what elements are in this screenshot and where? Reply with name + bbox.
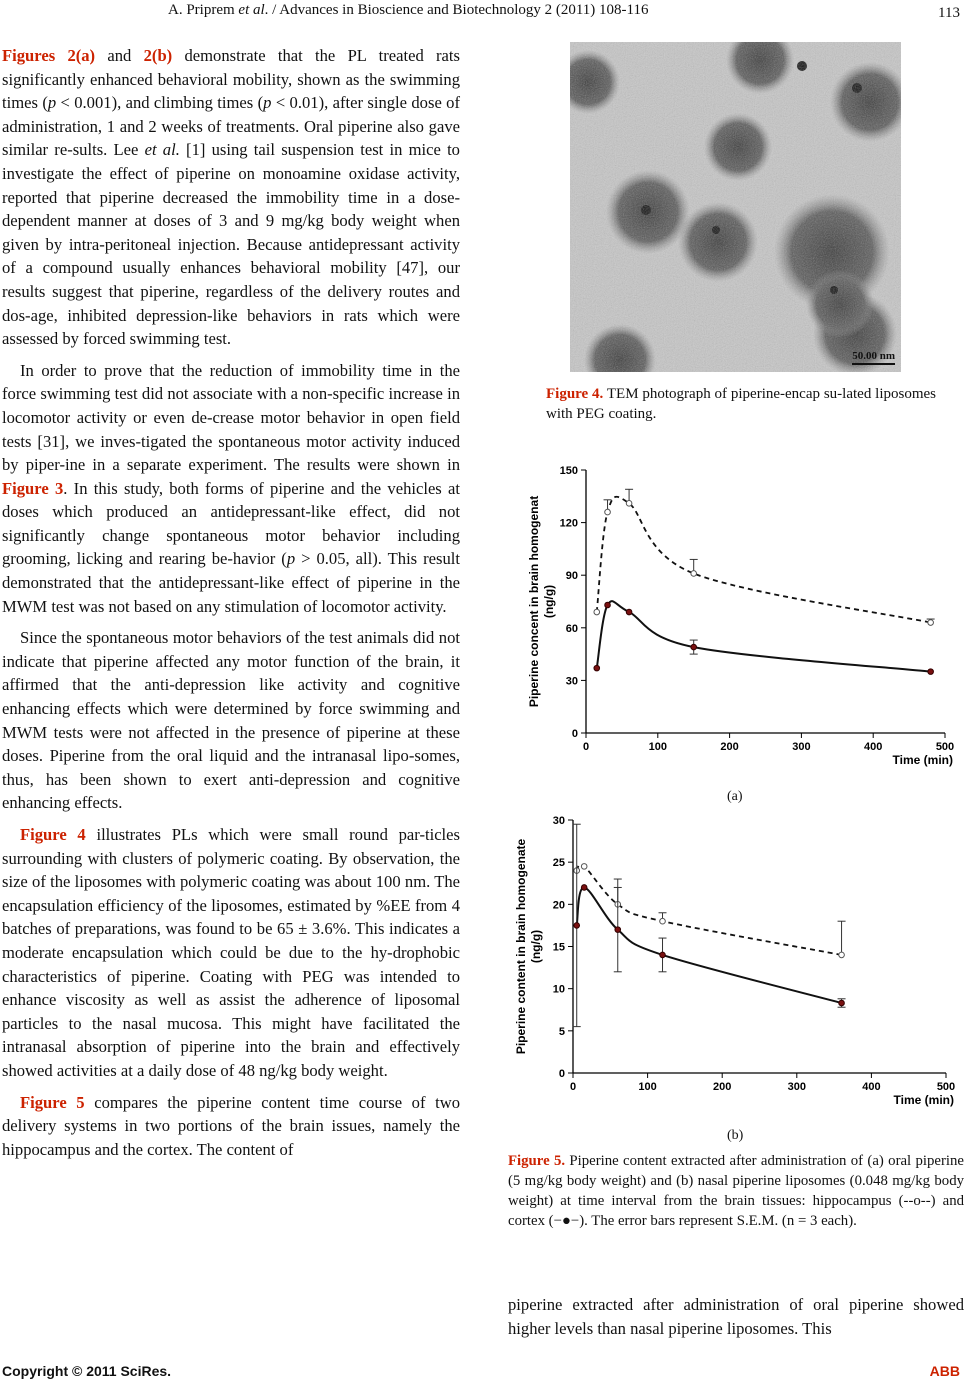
tem-photograph bbox=[570, 42, 901, 372]
y-tick-label: 120 bbox=[559, 517, 578, 530]
tem-image bbox=[570, 42, 901, 372]
figure5a-panel-label: (a) bbox=[727, 789, 743, 804]
x-tick-label: 300 bbox=[792, 741, 811, 753]
paragraph bbox=[2, 823, 460, 1083]
italic-text: p bbox=[263, 93, 272, 113]
text-run: Since the spontaneous motor behaviors of the test animals did not indicate that piperine affected any motor function of the brain, it affirmed that the anti-depression like activity and cognitive enhancing effects which were determined by force swimming and MWM tests were not affected in the presence of piperine at these doses. Piperine from the oral liquid and the intranasal lipo-somes, thus, has been shown to exert anti-depression and cognitive enhancing effects. bbox=[2, 628, 460, 813]
italic-text: et al. bbox=[144, 140, 180, 160]
page-header bbox=[0, 2, 966, 26]
footer-journal: ABB bbox=[929, 1363, 960, 1379]
y-tick-label: 10 bbox=[552, 983, 565, 996]
cortex-data-point bbox=[691, 644, 697, 650]
text-run: In order to prove that the reduction of immobility time in the force swimming test did not associate with a non-specific increase in locomotor activity or even de-crease motor behavior in open field tests [31], we inves-tigated the spontaneous motor activity induced by piper-ine in a separate experiment. The results were shown in bbox=[2, 360, 460, 475]
scale-bar-label: 50.00 nm bbox=[852, 350, 895, 362]
paragraph bbox=[2, 1091, 460, 1162]
figure5-caption: Figure 5. Piperine content extracted after administration of (a) oral piperine (5 mg/kg body weight) and (b) nasal piperine liposomes (0.048 mg/kg body weight) at time interval from the brain tissues: hippocampus (--o--) and cortex (−●−). The error bars represent S.E.M. (n = 3 each). bbox=[508, 1153, 964, 1229]
text-run: . In this study, both forms of piperine and the vehicles at doses which produced an antidepressant-like effect, did not significantly change spontaneous motor behavior including grooming, licking and rearing be-havior ( bbox=[2, 478, 460, 569]
text-run: demonstrate that the PL treated rats significantly enhanced behavioral mobility, shown as the swimming times ( bbox=[2, 46, 460, 113]
figure-reference[interactable]: Figure 5 bbox=[20, 1092, 85, 1112]
hippocampus-data-point bbox=[660, 918, 666, 924]
y-axis-title: Piperine concent in brain homogenat bbox=[527, 495, 541, 708]
italic-text: p bbox=[286, 549, 296, 569]
y-tick-label: 5 bbox=[558, 1025, 565, 1038]
hippocampus-data-point bbox=[928, 620, 934, 626]
text-run: > 0.05, all). This result demonstrated that the antidepressant-like effect of piperine in the MWM test was not based on any stimulation of locomotor activity. bbox=[2, 549, 460, 616]
paragraph bbox=[2, 626, 460, 815]
cortex-data-point bbox=[605, 602, 611, 608]
y-tick-label: 30 bbox=[565, 675, 578, 688]
cortex-data-point bbox=[660, 952, 666, 958]
x-tick-label: 100 bbox=[648, 741, 667, 753]
y-tick-label: 0 bbox=[571, 728, 578, 740]
x-tick-label: 500 bbox=[935, 741, 955, 753]
italic-text: p bbox=[47, 93, 57, 113]
y-tick-label: 0 bbox=[558, 1068, 565, 1080]
y-axis-title-unit: (ng/g) bbox=[529, 929, 543, 964]
footer-copyright: Copyright © 2011 SciRes. bbox=[2, 1363, 172, 1379]
x-tick-label: 500 bbox=[936, 1081, 956, 1093]
figure-reference[interactable]: Figure 3 bbox=[2, 478, 64, 498]
y-axis-title-unit: (ng/g) bbox=[542, 584, 556, 619]
hippocampus-series-line bbox=[597, 497, 931, 623]
hippocampus-data-point bbox=[626, 501, 632, 507]
hippocampus-data-point bbox=[691, 571, 697, 577]
figure5b-panel-label: (b) bbox=[727, 1128, 744, 1143]
hippocampus-data-point bbox=[839, 952, 845, 958]
cortex-data-point bbox=[928, 669, 934, 675]
page-number: 113 bbox=[938, 5, 960, 21]
running-head: A. Priprem et al. / Advances in Bioscience and Biotechnology 2 (2011) 108-116 bbox=[168, 2, 649, 18]
y-tick-label: 150 bbox=[559, 465, 578, 477]
text-run: illustrates PLs which were small round par-ticles surrounding with clusters of polymeric coating. By observation, the size of the liposomes with polymeric coating was about 100 nm. The encapsulation efficiency of the liposomes, estimated by %EE from 4 batches of preparations, was found to be 65 ± 3.6%. This indicates a moderate encapsulation which could be due to the hy-drophobic characteristics of piperine. Coating with PEG was intended to enhance viscosity as well as assist the adherence of liposomal particles to the nasal mucosa. This might have facilitated the intranasal absorption of piperine into the brain and effectively showed activities at a daily dose of 48 ng/kg body weight. bbox=[2, 825, 460, 1080]
figure-reference[interactable]: Figures 2(a) bbox=[2, 46, 96, 65]
hippocampus-data-point bbox=[605, 509, 611, 515]
text-run: < 0.001), and climbing times ( bbox=[56, 93, 264, 113]
hippocampus-series-line bbox=[577, 865, 842, 955]
x-axis-title: Time (min) bbox=[892, 753, 953, 767]
cortex-data-point bbox=[626, 609, 632, 615]
x-axis-title: Time (min) bbox=[893, 1093, 954, 1107]
x-tick-label: 0 bbox=[582, 741, 590, 753]
figure-reference[interactable]: 2(b) bbox=[143, 46, 173, 65]
figure5a-chart bbox=[508, 458, 964, 788]
y-tick-label: 15 bbox=[552, 941, 565, 954]
cortex-data-point bbox=[839, 1000, 845, 1006]
hippocampus-data-point bbox=[581, 864, 587, 870]
y-tick-label: 90 bbox=[565, 570, 578, 583]
y-axis-title: Piperine content in brain homogenate bbox=[514, 838, 528, 1055]
text-run: [1] using tail suspension test in mice to investigate the effect of piperine on monoamine oxidase activity, reported that piperine decreased the immobility time in a dose-dependent manner at doses of 3 and 9 mg/kg body weight when given by intra-peritoneal injection. Because antidepressant activity of a compound usually enhances behavioral mobility [47], our results suggest that piperine, regardless of the delivery routes and dos-age, inhibited depression-like behaviors in rats which were assessed by forced swimming test. bbox=[2, 140, 460, 349]
y-tick-label: 30 bbox=[552, 815, 565, 827]
cortex-data-point bbox=[574, 923, 580, 929]
right-column-body: piperine extracted after administration of oral piperine showed higher levels than nasal piperine liposomes. This bbox=[508, 1295, 964, 1338]
y-tick-label: 20 bbox=[552, 899, 565, 912]
left-column-body bbox=[2, 44, 460, 1169]
cortex-series-line bbox=[597, 601, 931, 672]
cortex-data-point bbox=[594, 665, 600, 671]
paragraph bbox=[2, 359, 460, 619]
x-tick-label: 0 bbox=[569, 1081, 577, 1093]
paragraph bbox=[2, 44, 460, 351]
y-tick-label: 60 bbox=[565, 622, 578, 635]
text-run: and bbox=[95, 46, 144, 65]
x-tick-label: 100 bbox=[638, 1081, 657, 1093]
figure-reference[interactable]: Figure 4 bbox=[20, 825, 86, 844]
cortex-data-point bbox=[615, 927, 621, 933]
x-tick-label: 200 bbox=[720, 741, 739, 753]
x-tick-label: 300 bbox=[787, 1081, 806, 1093]
figure5b-chart bbox=[508, 808, 964, 1120]
x-tick-label: 200 bbox=[713, 1081, 732, 1093]
x-tick-label: 400 bbox=[862, 1081, 881, 1093]
text-run: compares the piperine content time course of two delivery systems in two portions of the brain issues, namely the hippocampus and the cortex. The content of bbox=[2, 1092, 460, 1159]
y-tick-label: 25 bbox=[552, 857, 565, 870]
x-tick-label: 400 bbox=[864, 741, 883, 753]
hippocampus-data-point bbox=[594, 609, 600, 615]
cortex-data-point bbox=[581, 885, 587, 891]
text-run: < 0.01), after single dose of administration, 1 and 2 weeks of treatments. Oral piperine also gave similar re-sults. Lee bbox=[2, 93, 460, 160]
figure4-caption: Figure 4. TEM photograph of piperine-encap su-lated liposomes with PEG coating. bbox=[546, 386, 937, 422]
